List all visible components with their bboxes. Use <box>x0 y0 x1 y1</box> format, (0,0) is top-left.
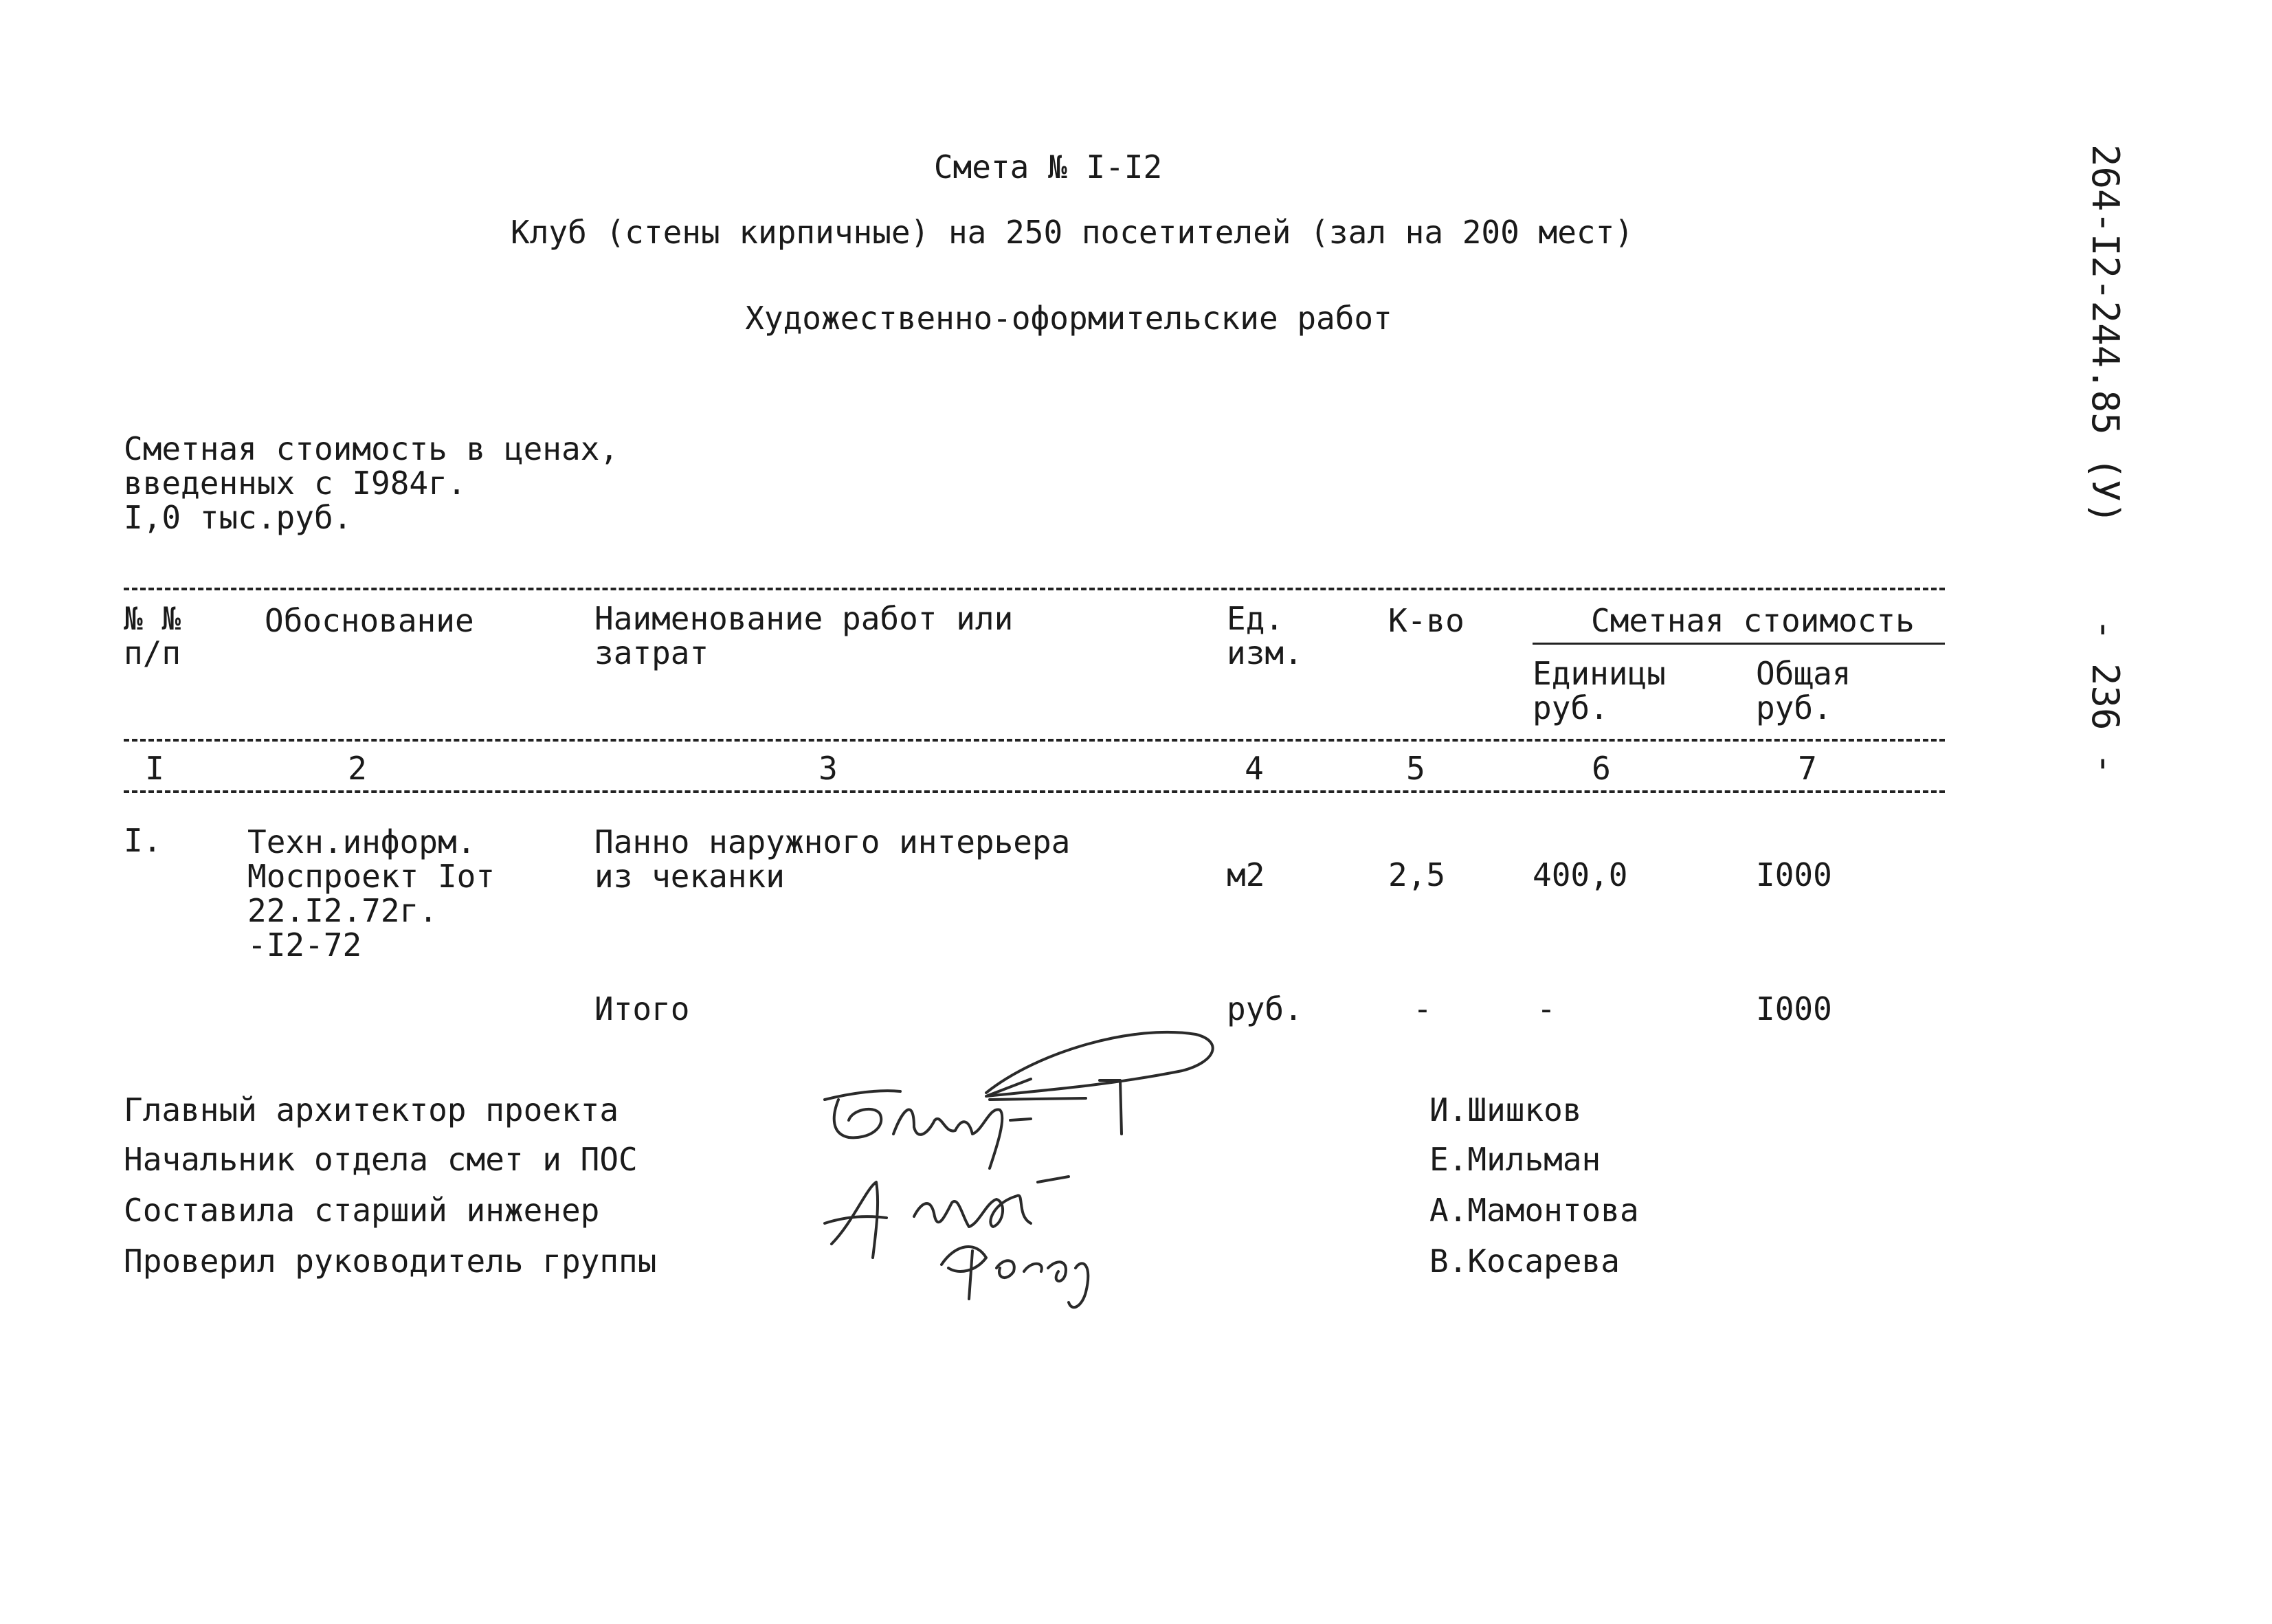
row-basis-line-3: 22.I2.72г. <box>247 892 438 929</box>
header-total-cost-line-1: Общая <box>1756 655 1851 692</box>
signature-role-3: Составила старший инженер <box>124 1192 600 1229</box>
row-basis-line-2: Моспроект Iот <box>247 858 495 895</box>
column-number-7: 7 <box>1798 750 1817 787</box>
row-unit: м2 <box>1227 856 1265 893</box>
cost-group-underline <box>1533 643 1945 645</box>
header-basis: Обоснование <box>265 602 474 639</box>
header-unit-line-2: изм. <box>1227 634 1303 671</box>
document-code: 264-I2-244.85 (У) <box>2084 144 2127 524</box>
row-qty: 2,5 <box>1388 856 1446 893</box>
cost-note-line-3: I,0 тыс.руб. <box>124 499 353 536</box>
header-unit-cost <box>1533 656 1666 725</box>
header-unit-cost-line-2: руб. <box>1533 689 1609 726</box>
column-number-3: 3 <box>818 750 838 787</box>
total-unit: руб. <box>1227 990 1303 1027</box>
column-numbers-rule <box>124 790 1945 793</box>
header-num <box>124 601 181 670</box>
cost-note <box>124 432 619 535</box>
column-number-1: I <box>145 750 164 787</box>
signature-name-1: И.Шишков <box>1429 1091 1582 1128</box>
row-total: I000 <box>1756 856 1832 893</box>
row-name <box>594 825 1070 893</box>
page-number: - 236 - <box>2084 619 2127 775</box>
header-total-cost <box>1756 656 1851 725</box>
row-basis <box>247 825 495 962</box>
handwritten-signatures <box>811 997 1223 1326</box>
signature-name-2: Е.Мильман <box>1429 1141 1601 1178</box>
section-title: Художественно-оформительские работ <box>745 300 1392 337</box>
header-num-line-1: № № <box>124 600 181 637</box>
header-name-line-1: Наименование работ или <box>594 600 1014 637</box>
header-name <box>594 601 1013 670</box>
header-name-line-2: затрат <box>594 634 709 671</box>
header-num-line-2: п/п <box>124 634 181 671</box>
row-num: I. <box>124 822 162 859</box>
signature-role-2: Начальник отдела смет и ПОС <box>124 1141 638 1178</box>
header-unit-line-1: Ед. <box>1227 600 1284 637</box>
signature-role-1: Главный архитектор проекта <box>124 1091 619 1128</box>
header-unit <box>1227 601 1303 670</box>
row-name-line-1: Панно наружного интерьера <box>594 823 1071 860</box>
cost-note-line-1: Сметная стоимость в ценах, <box>124 430 619 467</box>
document-title: Смета № I-I2 <box>933 148 1163 186</box>
row-name-line-2: из чеканки <box>594 858 785 895</box>
column-number-4: 4 <box>1245 750 1264 787</box>
column-number-6: 6 <box>1592 750 1611 787</box>
row-unit-cost: 400,0 <box>1533 856 1628 893</box>
header-total-cost-line-2: руб. <box>1756 689 1832 726</box>
row-basis-line-4: -I2-72 <box>247 926 362 964</box>
header-cost-group: Сметная стоимость <box>1591 602 1915 639</box>
total-unit-cost: - <box>1537 990 1556 1027</box>
cost-note-line-2: введенных с I984г. <box>124 465 467 502</box>
table-top-rule <box>124 588 1945 590</box>
total-value: I000 <box>1756 990 1832 1027</box>
total-qty: - <box>1413 990 1432 1027</box>
total-label: Итого <box>594 990 690 1027</box>
row-basis-line-1: Техн.информ. <box>247 823 476 860</box>
column-number-5: 5 <box>1406 750 1425 787</box>
signature-role-4: Проверил руководитель группы <box>124 1243 657 1280</box>
document-subtitle: Клуб (стены кирпичные) на 250 посетителей (зал на 200 мест) <box>511 214 1634 251</box>
header-unit-cost-line-1: Единицы <box>1533 655 1666 692</box>
header-qty: К-во <box>1388 602 1464 639</box>
header-bottom-rule <box>124 739 1945 742</box>
column-number-2: 2 <box>348 750 367 787</box>
signature-name-4: В.Косарева <box>1429 1243 1620 1280</box>
signature-name-3: А.Мамонтова <box>1429 1192 1639 1229</box>
